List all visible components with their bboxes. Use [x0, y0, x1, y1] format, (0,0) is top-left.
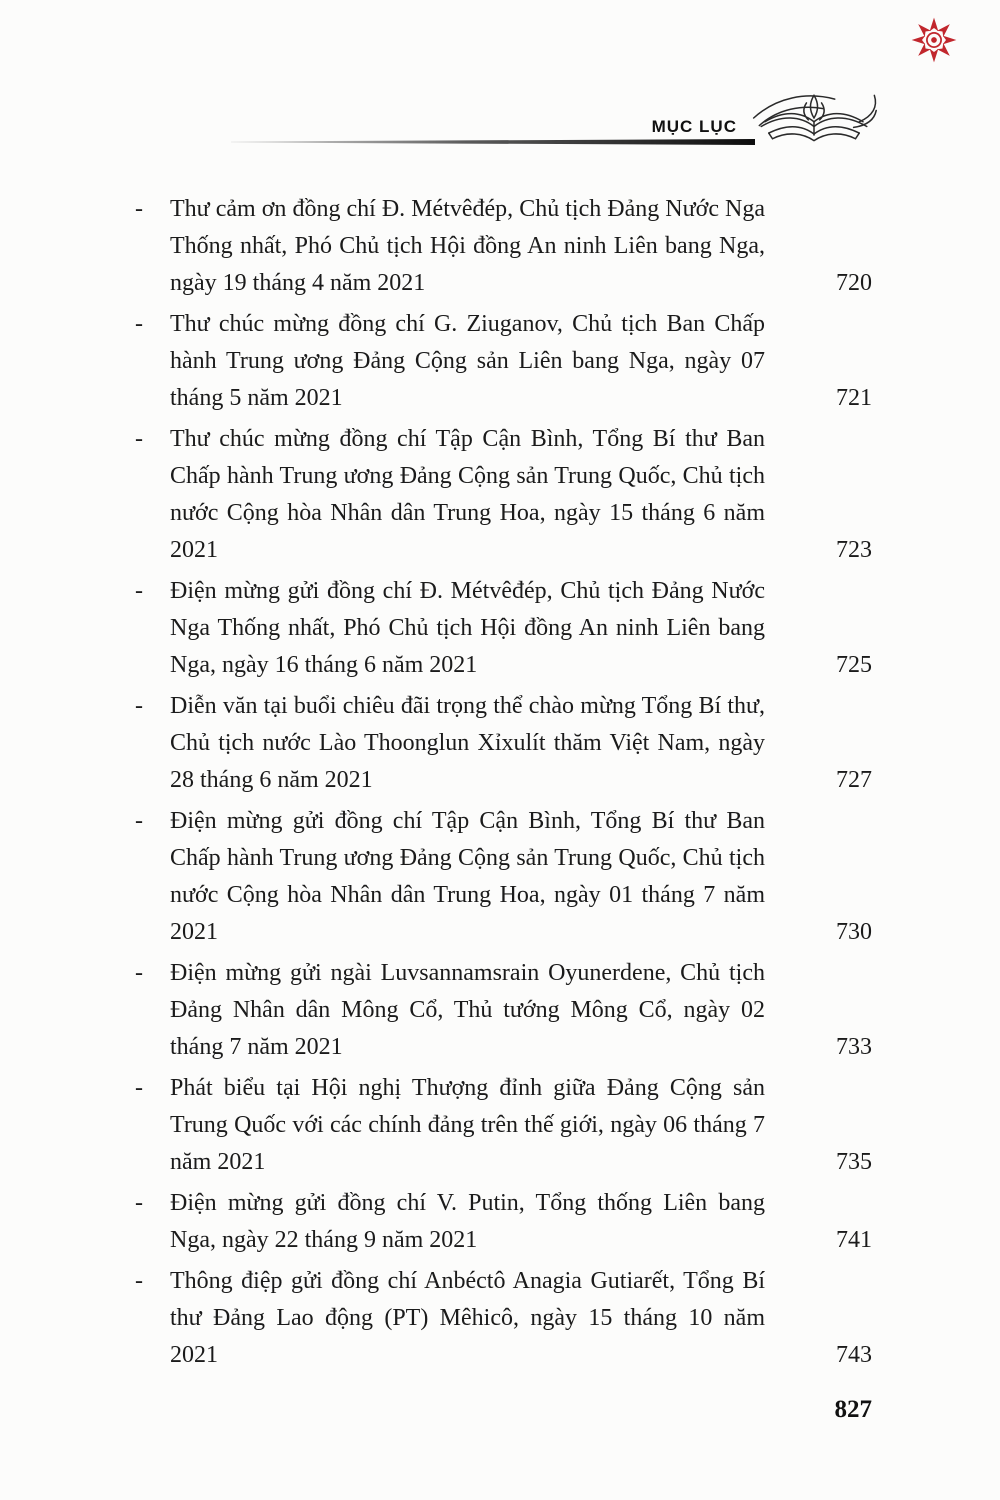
entry-title: Thư chúc mừng đồng chí G. Ziuganov, Chủ tịch Ban Chấp hành Trung ương Đảng Cộng sản Liên bang Nga, ngày 07 tháng 5 năm 2021 [170, 311, 765, 411]
entry-page-number: 735 [836, 1149, 872, 1175]
entry-title: Điện mừng gửi đồng chí Tập Cận Bình, Tổng Bí thư Ban Chấp hành Trung ương Đảng Cộng sản Trung Quốc, Chủ tịch nước Cộng hòa Nhân dân Trung Hoa, ngày 01 tháng 7 năm 2021 [170, 808, 765, 945]
entry-dash: - [135, 808, 143, 834]
folio-page-number: 827 [834, 1396, 872, 1423]
toc-entry [135, 421, 872, 569]
header-rule [231, 139, 755, 145]
entry-dash: - [135, 960, 143, 986]
entry-title: Thư cảm ơn đồng chí Đ. Métvêđép, Chủ tịch Đảng Nước Nga Thống nhất, Phó Chủ tịch Hội đồng An ninh Liên bang Nga, ngày 19 tháng 4 năm 2021 [170, 196, 765, 296]
entry-title: Thư chúc mừng đồng chí Tập Cận Bình, Tổng Bí thư Ban Chấp hành Trung ương Đảng Cộng sản Trung Quốc, Chủ tịch nước Cộng hòa Nhân dân Trung Hoa, ngày 15 tháng 6 năm 2021 [170, 426, 765, 563]
toc-entry [135, 1263, 872, 1374]
entry-dash: - [135, 426, 143, 452]
toc-entry [135, 688, 872, 799]
entry-title: Thông điệp gửi đồng chí Anbéctô Anagia Gutiarết, Tổng Bí thư Đảng Lao động (PT) Mêhicô, ngày 15 tháng 10 năm 2021 [170, 1268, 765, 1368]
entry-page-number: 733 [836, 1034, 872, 1060]
entry-page-number: 743 [836, 1342, 872, 1368]
entry-dash: - [135, 1268, 143, 1294]
entry-title: Điện mừng gửi đồng chí V. Putin, Tổng thống Liên bang Nga, ngày 22 tháng 9 năm 2021 [170, 1190, 765, 1253]
entry-page-number: 723 [836, 537, 872, 563]
toc-entry [135, 306, 872, 417]
entry-title: Điện mừng gửi ngài Luvsannamsrain Oyunerdene, Chủ tịch Đảng Nhân dân Mông Cổ, Thủ tướng Mông Cổ, ngày 02 tháng 7 năm 2021 [170, 960, 765, 1060]
entry-dash: - [135, 1190, 143, 1216]
entry-dash: - [135, 196, 143, 222]
toc-list [135, 191, 872, 1378]
entry-dash: - [135, 311, 143, 337]
toc-entry [135, 955, 872, 1066]
entry-page-number: 721 [836, 385, 872, 411]
entry-title: Phát biểu tại Hội nghị Thượng đỉnh giữa Đảng Cộng sản Trung Quốc với các chính đảng trên thế giới, ngày 06 tháng 7 năm 2021 [170, 1075, 765, 1175]
lotus-book-icon [748, 80, 880, 156]
toc-entry [135, 1185, 872, 1259]
entry-page-number: 720 [836, 270, 872, 296]
toc-entry [135, 803, 872, 951]
red-star-emblem-icon [910, 16, 958, 64]
page-header-title: MỤC LỤC [651, 117, 737, 136]
entry-dash: - [135, 578, 143, 604]
entry-page-number: 730 [836, 919, 872, 945]
toc-entry [135, 1070, 872, 1181]
entry-title: Điện mừng gửi đồng chí Đ. Métvêđép, Chủ tịch Đảng Nước Nga Thống nhất, Phó Chủ tịch Hội đồng An ninh Liên bang Nga, ngày 16 tháng 6 năm 2021 [170, 578, 765, 678]
toc-entry [135, 191, 872, 302]
toc-entry [135, 573, 872, 684]
entry-dash: - [135, 693, 143, 719]
entry-page-number: 741 [836, 1227, 872, 1253]
entry-dash: - [135, 1075, 143, 1101]
entry-title: Diễn văn tại buổi chiêu đãi trọng thể chào mừng Tổng Bí thư, Chủ tịch nước Lào Thoonglun Xỉxulít thăm Việt Nam, ngày 28 tháng 6 năm 2021 [170, 693, 765, 793]
entry-page-number: 725 [836, 652, 872, 678]
entry-page-number: 727 [836, 767, 872, 793]
